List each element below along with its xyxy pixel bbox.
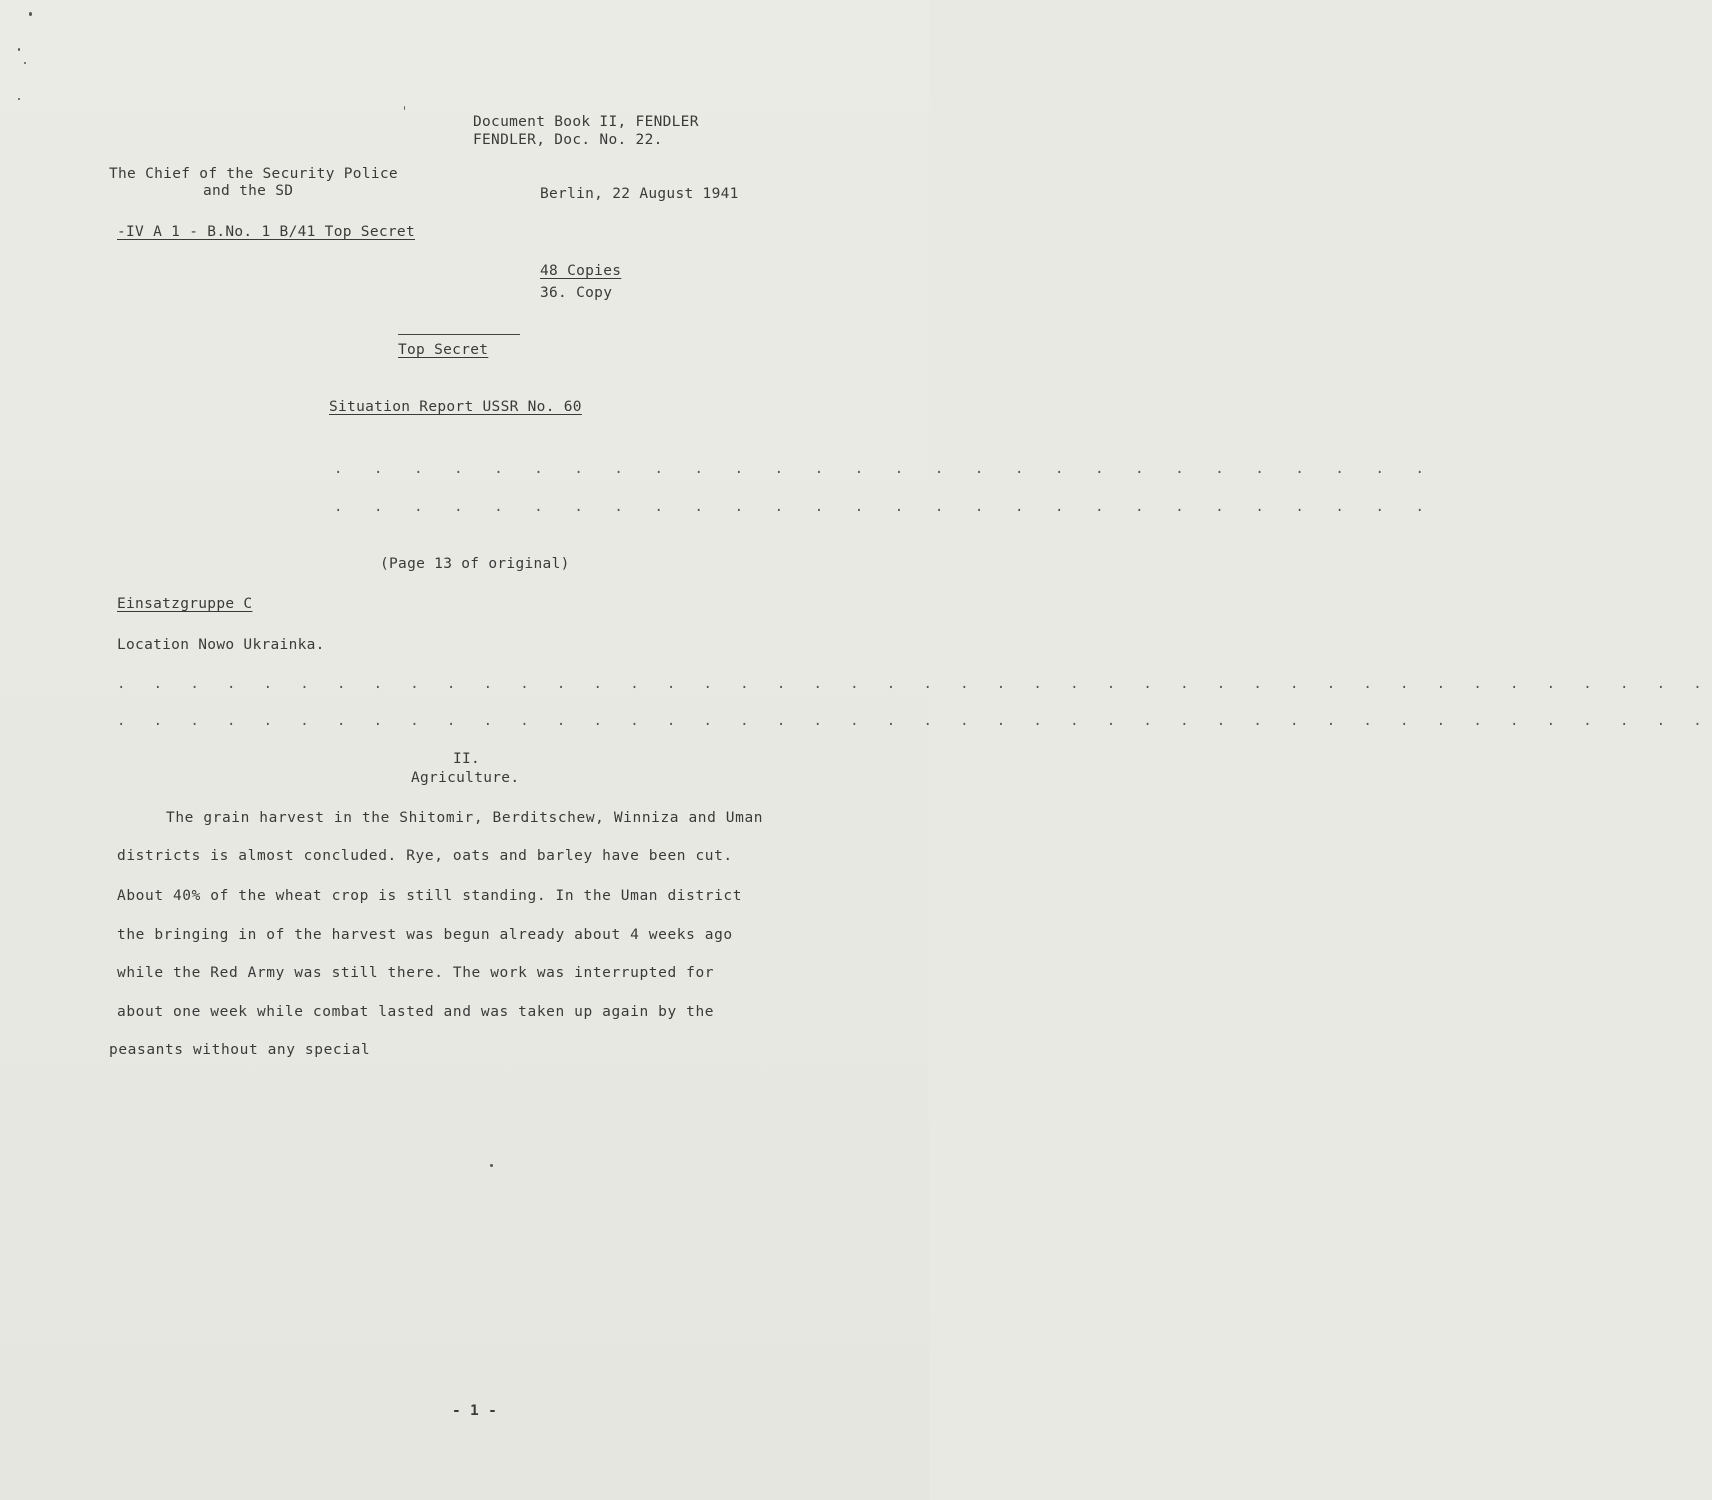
document-book-line-2: FENDLER, Doc. No. 22. — [473, 132, 663, 148]
margin-speck — [29, 12, 32, 16]
location-line: Location Nowo Ukrainka. — [117, 637, 325, 653]
copy-number: 36. Copy — [540, 285, 613, 301]
margin-speck — [490, 1164, 493, 1167]
omission-dots: . . . . . . . . . . . . . . . . . . . . . . . . . . . . — [334, 461, 1436, 477]
paragraph-line: while the Red Army was still there. The work was interrupted for — [117, 965, 715, 981]
omission-dots: . . . . . . . . . . . . . . . . . . . . . . . . . . . . . . . . . . . . . . . . . . . . — [117, 676, 1712, 692]
margin-speck — [24, 62, 26, 64]
place-and-date: Berlin, 22 August 1941 — [540, 186, 739, 202]
sender-line-2: and the SD — [203, 183, 294, 199]
paragraph-line: the bringing in of the harvest was begun already about 4 weeks ago — [117, 927, 733, 943]
margin-speck — [18, 98, 20, 100]
classification-box-top — [398, 334, 520, 335]
page-number: - 1 - — [452, 1403, 498, 1419]
unit-heading: Einsatzgruppe C — [117, 596, 253, 612]
section-number: II. — [453, 751, 481, 767]
reference-number: -IV A 1 - B.No. 1 B/41 Top Secret — [117, 224, 415, 240]
omission-dots: . . . . . . . . . . . . . . . . . . . . . . . . . . . . . . . . . . . . . . . . . . . . — [117, 713, 1712, 729]
copies-count: 48 Copies — [540, 263, 622, 279]
section-title: Agriculture. — [411, 770, 520, 786]
paragraph-line: districts is almost concluded. Rye, oats and barley have been cut. — [117, 848, 733, 864]
paragraph-line: About 40% of the wheat crop is still standing. In the Uman district — [117, 888, 743, 904]
report-title: Situation Report USSR No. 60 — [329, 399, 582, 415]
classification-label: Top Secret — [398, 342, 489, 358]
paragraph-line: peasants without any special — [109, 1042, 371, 1058]
page-reference: (Page 13 of original) — [380, 556, 570, 572]
sender-line-1: The Chief of the Security Police — [109, 166, 398, 182]
paragraph-line: The grain harvest in the Shitomir, Berditschew, Winniza and Uman — [166, 810, 764, 826]
margin-speck — [404, 106, 405, 110]
margin-speck — [18, 48, 20, 51]
omission-dots: . . . . . . . . . . . . . . . . . . . . . . . . . . . . — [334, 499, 1436, 515]
paragraph-line: about one week while combat lasted and was taken up again by the — [117, 1004, 715, 1020]
document-book-line-1: Document Book II, FENDLER — [473, 114, 699, 130]
